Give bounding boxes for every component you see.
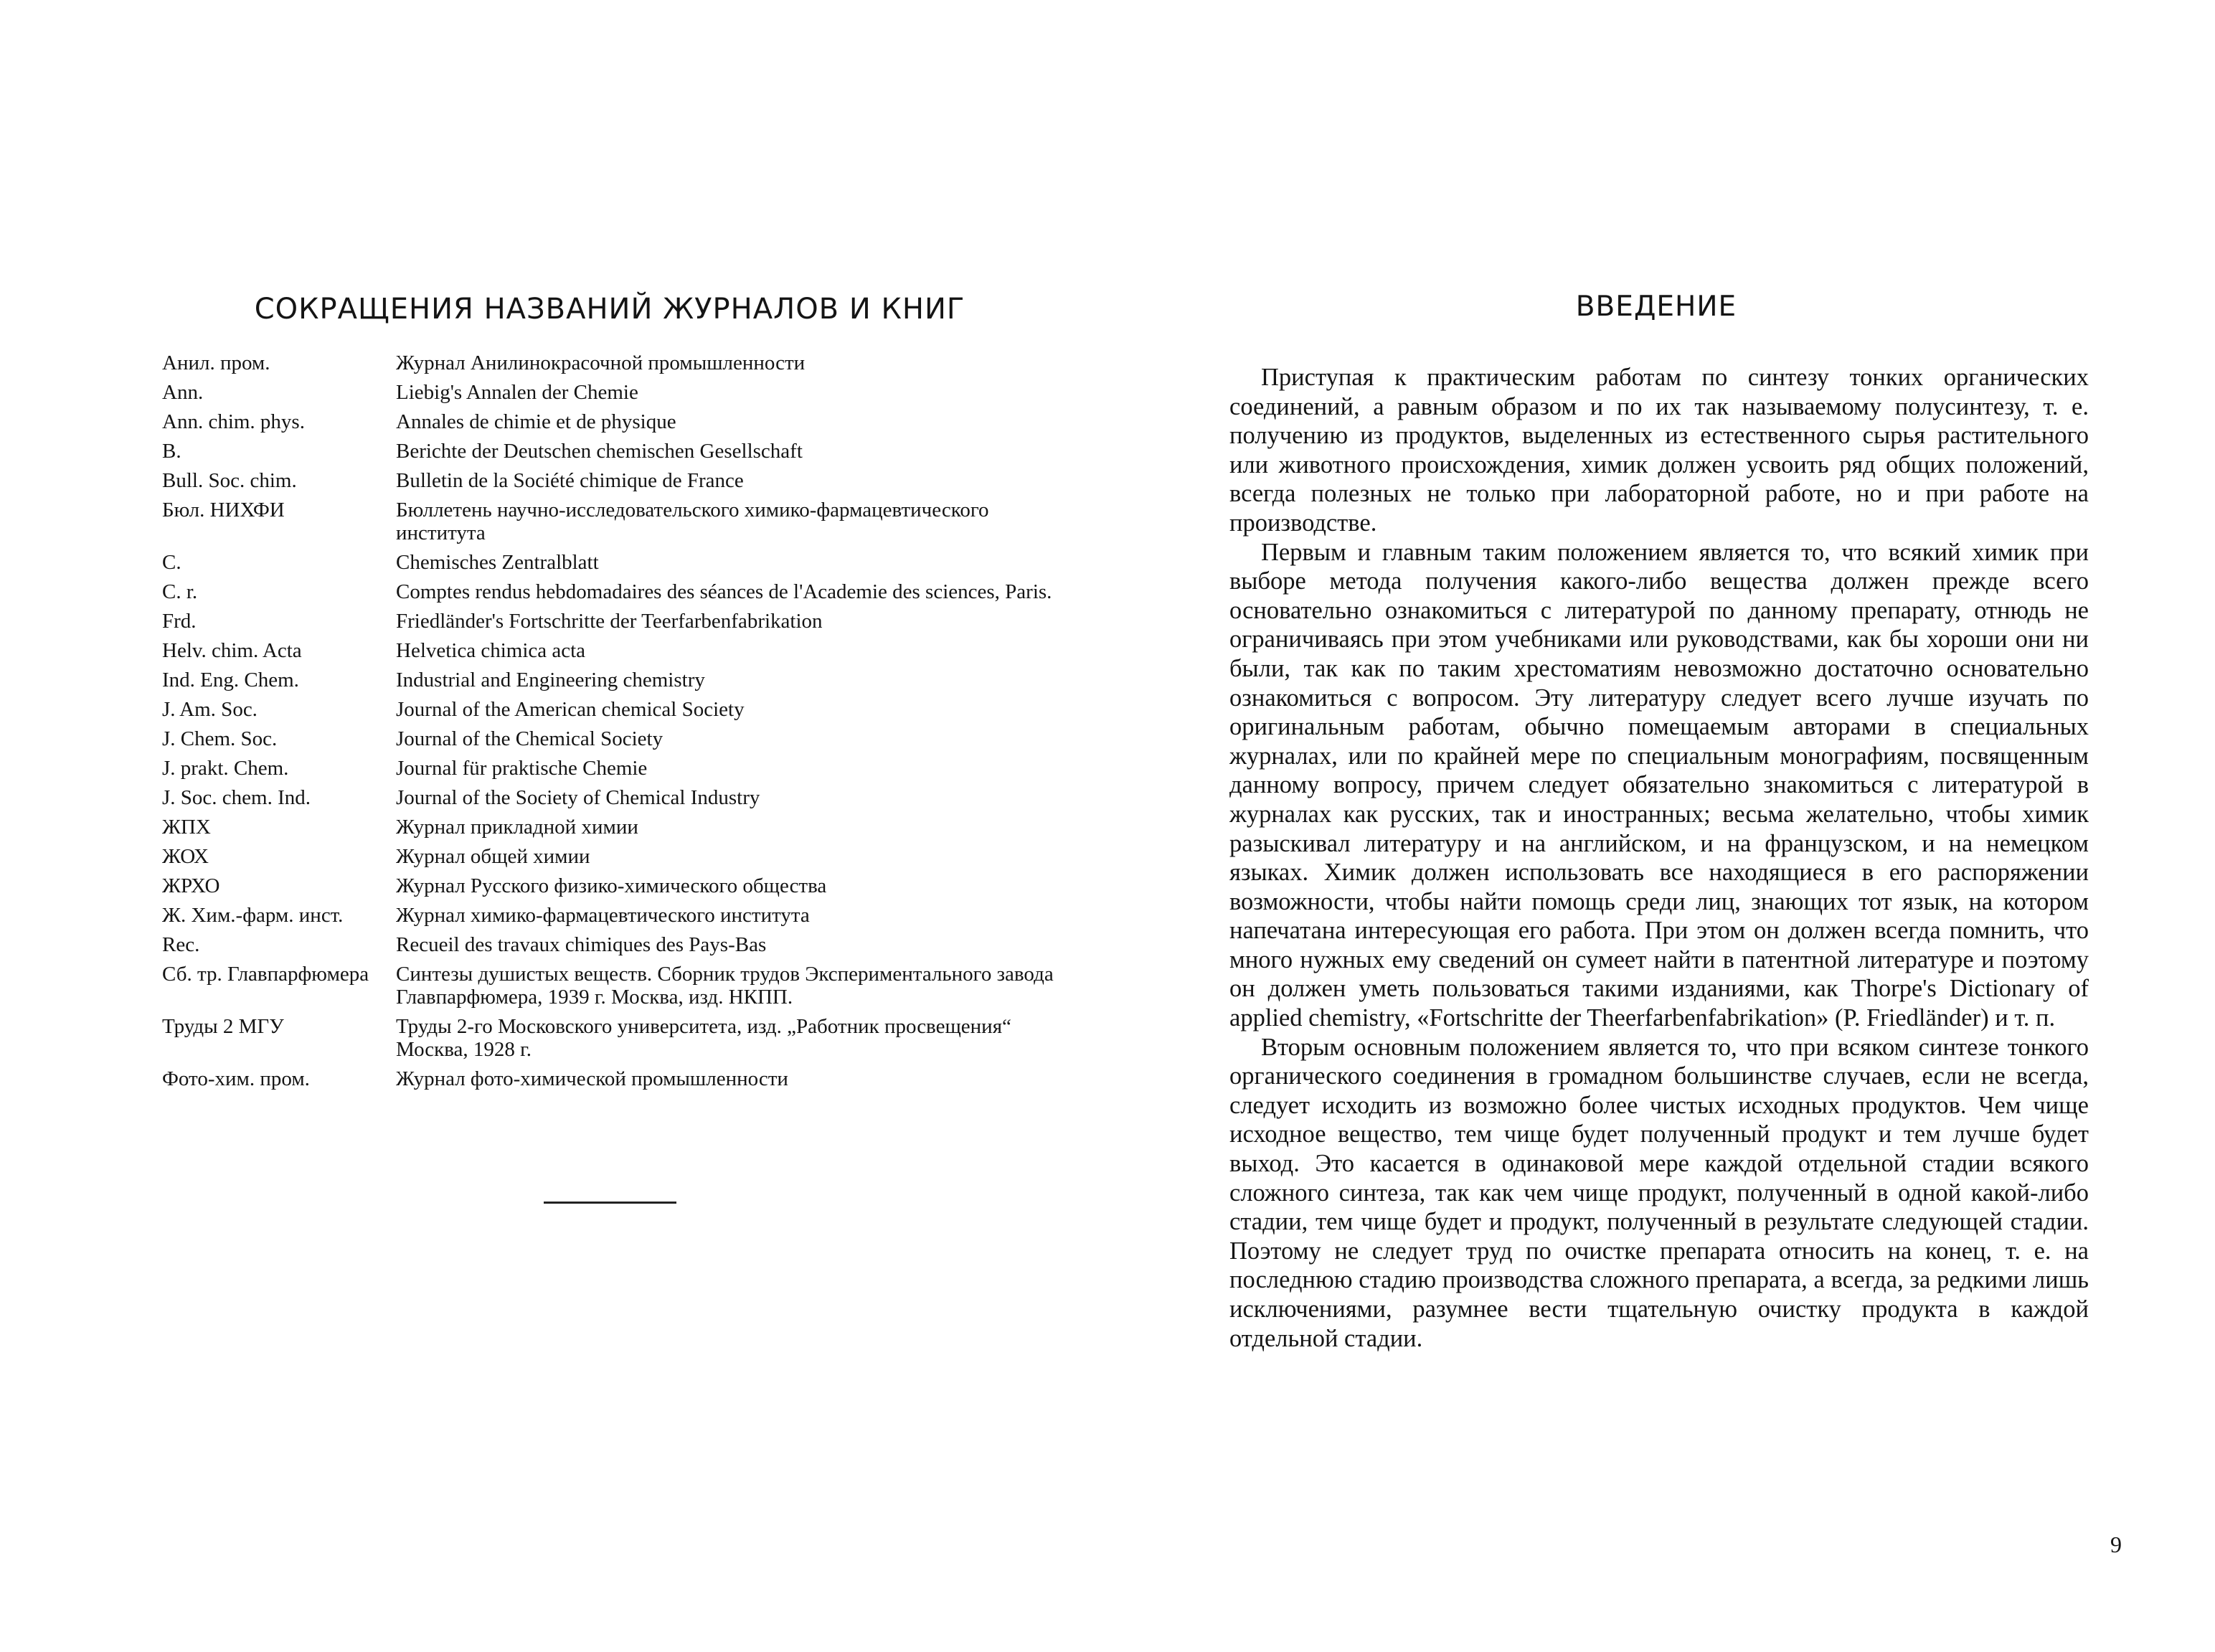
intro-paragraph: Приступая к практическим работам по синтезу тонких органических соединений, а равным образом и по их так называемому полусинтезу, т. е. получению из продуктов, выделенных из естественного сырья растительного или животного происхождения, химик должен усвоить ряд общих положений, всегда полезных не только при лабораторной работе, но и при работе на производстве.	[1229, 364, 2089, 537]
abbreviation-row	[162, 351, 1073, 381]
abbreviation-row	[162, 845, 1073, 874]
abbreviation-full-title: Friedländer's Fortschritte der Teerfarbenfabrikation	[396, 610, 823, 633]
intro-paragraph: Первым и главным таким положением является то, что всякий химик при выборе метода получения какого-либо вещества должен прежде всего основательно ознакомиться с литературой по данному препарату, отнюдь не ограничиваясь при этом учебниками или руководствами, как бы хороши они ни были, так как по таким хрестоматиям невозможно достаточно основательно ознакомиться с вопросом. Эту литературу следует всего лучше изучать по оригинальным работам, обычно помещаемым авторами в специальных журналах, или по крайней мере по специальным монографиям, посвященным данному вопросу, причем следует обязательно знакомиться с литературой в журналах как русских, так и иностранных; весьма желательно, чтобы химик разыскивал литературу и на английском, и на французском, и на немецком языках. Химик должен использовать все находящиеся в его распоряжении возможности, чтобы найти помощь среди лиц, знающих тот язык, на котором напечатана интересующая его работа. При этом он должен всегда помнить, что много нужных ему сведений он сумеет найти в патентной литературе и поэтому он должен уметь пользоваться такими изданиями, как Thorpe's Dictionary of applied chemistry, «Fortschritte der Theerfarbenfabrikation» (P. Friedländer) и т. п.	[1229, 538, 2089, 1032]
abbreviation-row	[162, 669, 1073, 698]
abbreviation-row	[162, 551, 1073, 580]
abbreviation-short: J. Am. Soc.	[162, 698, 258, 721]
abbreviation-full-title: Бюллетень научно-исследовательского химико-фармацевтического института	[396, 499, 989, 544]
abbreviation-row	[162, 816, 1073, 845]
abbreviation-short: Сб. тр. Главпарфюмера	[162, 963, 369, 986]
abbreviation-short: Ann.	[162, 381, 204, 404]
abbreviation-short: J. Soc. chem. Ind.	[162, 786, 311, 809]
abbreviation-full-title: Journal of the Chemical Society	[396, 727, 663, 750]
abbreviation-row	[162, 1067, 1073, 1097]
abbreviation-full-title: Журнал Русского физико-химического общества	[396, 874, 827, 897]
abbreviation-short: ЖОХ	[162, 845, 209, 868]
introduction-text	[1229, 363, 2089, 1353]
abbreviation-short: Анил. пром.	[162, 351, 270, 374]
abbreviation-short: Helv. chim. Acta	[162, 639, 302, 662]
abbreviation-full-title: Industrial and Engineering chemistry	[396, 669, 705, 692]
abbreviation-short: Бюл. НИХФИ	[162, 499, 285, 521]
right-page	[1108, 0, 2215, 1652]
abbreviation-full-title: Annales de chimie et de physique	[396, 410, 676, 433]
abbreviation-full-title: Recueil des travaux chimiques des Pays-Bas	[396, 933, 767, 956]
abbreviation-row	[162, 933, 1073, 963]
abbreviation-short: J. prakt. Chem.	[162, 757, 289, 780]
abbreviation-short: Bull. Soc. chim.	[162, 469, 297, 492]
abbreviation-full-title: Журнал Анилинокрасочной промышленности	[396, 351, 806, 374]
abbreviation-short: ЖРХО	[162, 874, 220, 897]
abbreviation-full-title: Journal of the Society of Chemical Industry	[396, 786, 760, 809]
abbreviation-row	[162, 874, 1073, 904]
abbreviation-full-title: Helvetica chimica acta	[396, 639, 586, 662]
abbreviation-full-title: Журнал фото-химической промышленности	[396, 1067, 788, 1090]
abbreviation-row	[162, 698, 1073, 727]
section-end-rule	[544, 1202, 676, 1204]
abbreviation-row	[162, 440, 1073, 469]
abbreviation-short: Ind. Eng. Chem.	[162, 669, 299, 692]
abbreviation-short: C.	[162, 551, 181, 574]
abbreviation-full-title: Journal of the American chemical Society	[396, 698, 745, 721]
abbreviation-full-title: Труды 2-го Московского университета, изд. „Работник просвещения“ Москва, 1928 г.	[396, 1015, 1011, 1061]
abbreviation-row	[162, 499, 1073, 551]
abbreviation-full-title: Liebig's Annalen der Chemie	[396, 381, 638, 404]
abbreviation-full-title: Журнал химико-фармацевтического института	[396, 904, 810, 927]
abbreviation-row	[162, 410, 1073, 440]
abbreviation-full-title: Chemisches Zentralblatt	[396, 551, 599, 574]
abbreviation-row	[162, 904, 1073, 933]
page-number: 9	[2110, 1531, 2122, 1557]
abbreviation-full-title: Bulletin de la Société chimique de France	[396, 469, 744, 492]
abbreviation-row	[162, 727, 1073, 757]
abbreviation-row	[162, 639, 1073, 669]
abbreviation-short: J. Chem. Soc.	[162, 727, 278, 750]
abbreviation-full-title: Журнал общей химии	[396, 845, 590, 868]
abbreviation-row	[162, 757, 1073, 786]
abbreviations-heading: СОКРАЩЕНИЯ НАЗВАНИЙ ЖУРНАЛОВ И КНИГ	[254, 293, 965, 326]
abbreviation-short: Ж. Хим.-фарм. инст.	[162, 904, 344, 927]
abbreviation-full-title: Журнал прикладной химии	[396, 816, 638, 839]
abbreviation-full-title: Journal für praktische Chemie	[396, 757, 648, 780]
abbreviation-row	[162, 1015, 1073, 1067]
abbreviation-full-title: Синтезы душистых веществ. Сборник трудов Экспериментального завода Главпарфюмера, 1939 г. Москва, изд. НКПП.	[396, 963, 1054, 1009]
abbreviation-short: Ann. chim. phys.	[162, 410, 305, 433]
abbreviation-row	[162, 610, 1073, 639]
abbreviation-short: Труды 2 МГУ	[162, 1015, 284, 1038]
introduction-heading: ВВЕДЕНИЕ	[1575, 291, 1737, 323]
abbreviation-short: B.	[162, 440, 181, 463]
abbreviation-short: Rec.	[162, 933, 200, 956]
abbreviation-full-title: Comptes rendus hebdomadaires des séances de l'Academie des sciences, Paris.	[396, 580, 1052, 603]
abbreviation-row	[162, 580, 1073, 610]
abbreviation-short: Фото-хим. пром.	[162, 1067, 310, 1090]
abbreviation-row	[162, 963, 1073, 1015]
abbreviation-row	[162, 786, 1073, 816]
abbreviation-short: Frd.	[162, 610, 197, 633]
abbreviations-table	[162, 351, 1073, 1097]
abbreviation-full-title: Berichte der Deutschen chemischen Gesellschaft	[396, 440, 803, 463]
abbreviation-row	[162, 469, 1073, 499]
abbreviation-row	[162, 381, 1073, 410]
abbreviation-short: ЖПХ	[162, 816, 211, 839]
abbreviation-short: C. r.	[162, 580, 198, 603]
intro-paragraph: Вторым основным положением является то, что при всяком синтезе тонкого органического соединения в громадном большинстве случаев, если не всегда, следует исходить из возможно более чистых исходных продуктов. Чем чище исходное вещество, тем чище будет полученный продукт и тем лучше будет выход. Это касается в одинаковой мере каждой отдельной стадии всякого сложного синтеза, так как чем чище продукт, полученный в одной какой-либо стадии, тем чище будет и продукт, полученный в результате следующей стадии. Поэтому не следует труд по очистке препарата относить на конец, т. е. на последнюю стадию производства сложного препарата, а всегда, за редкими лишь исключениями, разумнее вести тщательную очистку продукта в каждой отдельной стадии.	[1229, 1033, 2089, 1352]
